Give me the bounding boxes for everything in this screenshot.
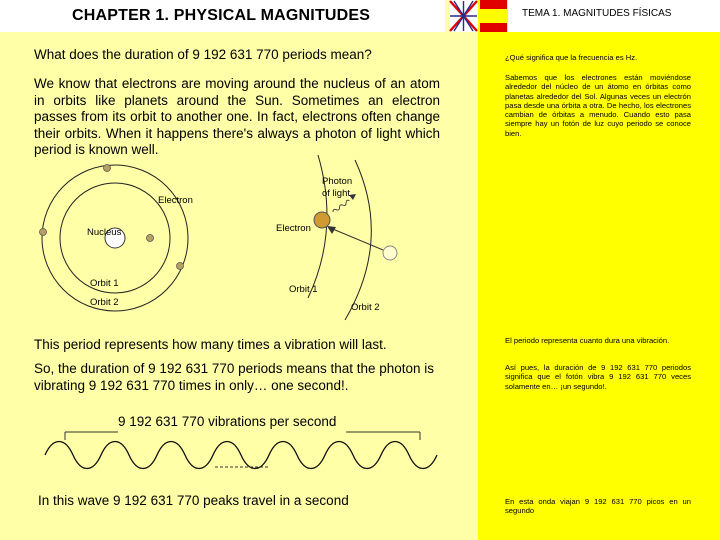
orbit1-label: Orbit 1 — [90, 278, 119, 289]
wave-caption-es: En esta onda viajan 9 192 631 770 picos en un segundo — [505, 497, 691, 516]
vibrations-label: 9 192 631 770 vibrations per second — [118, 414, 337, 429]
electrons-paragraph: We know that electrons are moving around the nucleus of an atom in orbits like planets around the Sun. Sometimes an electron passes from its orbit to another one. In fact, electrons often change their orbits. When it happens there's always a photon of light which period is known well. — [34, 76, 440, 158]
orbit2-label: Orbit 2 — [90, 297, 119, 308]
electron-label: Electron — [158, 195, 193, 206]
question-heading-es: ¿Qué significa que la frecuencia es Hz. — [505, 53, 638, 62]
photon-label-line: Photon — [322, 176, 353, 187]
electron-label-2: Electron — [276, 223, 311, 234]
question-heading: What does the duration of 9 192 631 770 periods mean? — [34, 47, 372, 62]
duration-text-es: Así pues, la duración de 9 192 631 770 periodos significa que el fotón vibra 9 192 631 770 veces solamente en… ¡un segundo!. — [505, 363, 691, 391]
wave-caption: In this wave 9 192 631 770 peaks travel in a second — [38, 493, 349, 508]
duration-text: So, the duration of 9 192 631 770 periods means that the photon is vibrating 9 192 631 770 times in only… one second!. — [34, 361, 435, 393]
period-text: This period represents how many times a vibration will last. — [34, 337, 387, 352]
nucleus-label: Nucleus — [87, 227, 122, 238]
period-text-es: El periodo representa cuanto dura una vibración. — [505, 336, 670, 345]
photon-label-line: of light — [322, 187, 350, 199]
electrons-paragraph-es: Sabemos que los electrones están moviéndose alrededor del núcleo de un átomo en órbitas como planetas alrededor del Sol. Algunas veces un electrón pasa desde una órbita a otra. De hecho, los electrones cambian de órbitas a menudo. Cuando esto pasa siempre hay un fotón de luz cuyo periodo se conoce bien. — [505, 73, 691, 138]
page-title: CHAPTER 1. PHYSICAL MAGNITUDES — [72, 7, 371, 24]
orbit2-label-2: Orbit 2 — [351, 302, 380, 313]
sine-wave — [45, 442, 437, 469]
orbit1-label-2: Orbit 1 — [289, 284, 318, 295]
page-subtitle: TEMA 1. MAGNITUDES FÍSICAS — [522, 8, 672, 19]
